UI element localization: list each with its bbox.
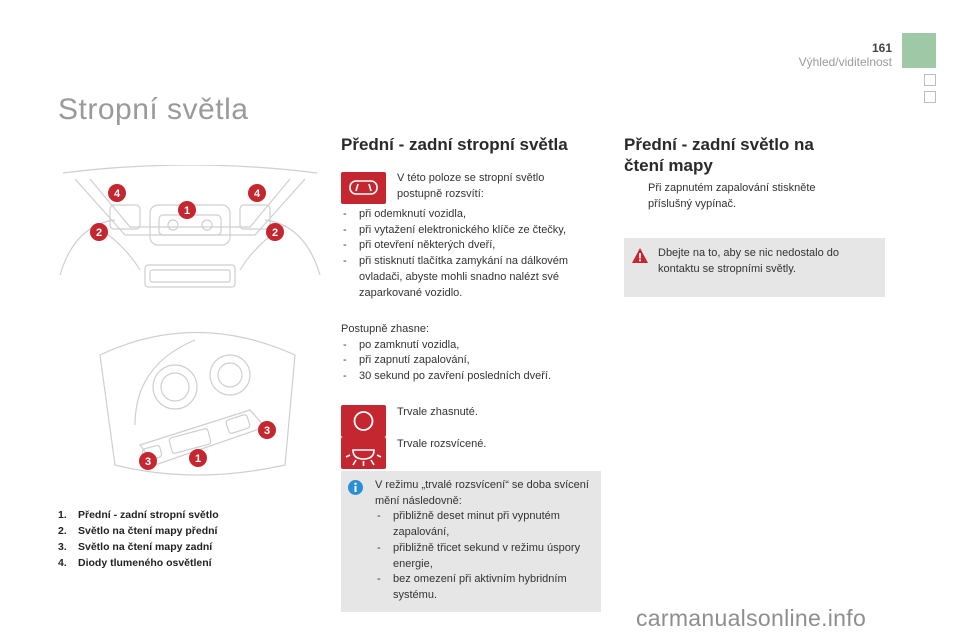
info-icon [348,480,363,495]
right-bullet [624,181,844,212]
mode-on-text: Trvale rozsvícené. [397,438,487,450]
legend-item: 2. Světlo na čtení mapy přední [58,525,218,537]
list-item: - po zamknutí vozidla, [341,338,601,354]
section-tab [902,33,936,68]
warning-icon [632,248,648,263]
warning-box [624,238,885,297]
info-text [375,478,597,604]
info-box [341,471,601,612]
bullet-text: Při zapnutém zapalování stiskněte příslušný vypínač. [648,182,816,210]
list-item: - při stisknutí tlačítka zamykání na dálkovém ovladači, abyste mohli snadno nalézt své zaparkované vozidlo. [341,254,601,301]
list-item: - bez omezení při aktivním hybridním systému. [375,572,597,603]
legend-item: 1. Přední - zadní stropní světlo [58,509,219,521]
right-heading-line: Přední - zadní světlo na [624,135,814,154]
watermark: carmanualsonline.info [636,605,867,631]
svg-text:2: 2 [271,227,279,239]
middle-heading: Přední - zadní stropní světla [341,135,568,154]
list-item: - při odemknutí vozidla, [341,207,601,223]
svg-text:1: 1 [194,453,202,465]
lamp-off-icon [341,405,386,437]
ceiling-lights-illustration [55,165,325,485]
svg-text:2: 2 [95,227,103,239]
page-title: Stropní světla [58,93,249,126]
on-list [341,207,601,301]
svg-text:4: 4 [113,188,121,200]
page-number: 161 [871,41,892,55]
info-intro: V režimu „trvalé rozsvícení“ se doba svícení mění následovně: [375,479,589,507]
door-mode-lamp-icon [341,172,386,204]
mode-off-text: Trvale zhasnuté. [397,406,478,418]
svg-text:1: 1 [183,205,191,217]
door-mode-text: V této poloze se stropní světlo postupně rozsvítí: [397,172,545,200]
list-item: - 30 sekund po zavření posledních dveří. [341,369,601,385]
svg-text:3: 3 [263,425,271,437]
tab-marker [924,91,936,103]
off-list [341,322,601,385]
list-item: - přibližně deset minut při vypnutém zapalování, [375,509,597,540]
right-heading [624,134,814,176]
list-item: - přibližně třicet sekund v režimu úspory energie, [375,541,597,572]
warning-text: Dbejte na to, aby se nic nedostalo do kontaktu se stropními světly. [658,247,840,275]
legend-item: 4. Diody tlumeného osvětlení [58,557,212,569]
list-item: - při vytažení elektronického klíče ze čtečky, [341,223,601,239]
tab-marker [924,74,936,86]
right-heading-line: čtení mapy [624,156,713,175]
section-title: Výhled/viditelnost [798,55,892,69]
figure-legend [58,507,219,571]
off-intro: Postupně zhasne: [341,323,430,335]
svg-text:4: 4 [253,188,261,200]
lamp-on-icon [341,437,386,469]
list-item: - při otevření některých dveří, [341,238,601,254]
legend-item: 3. Světlo na čtení mapy zadní [58,541,213,553]
list-item: - při zapnutí zapalování, [341,353,601,369]
svg-text:3: 3 [144,456,152,468]
